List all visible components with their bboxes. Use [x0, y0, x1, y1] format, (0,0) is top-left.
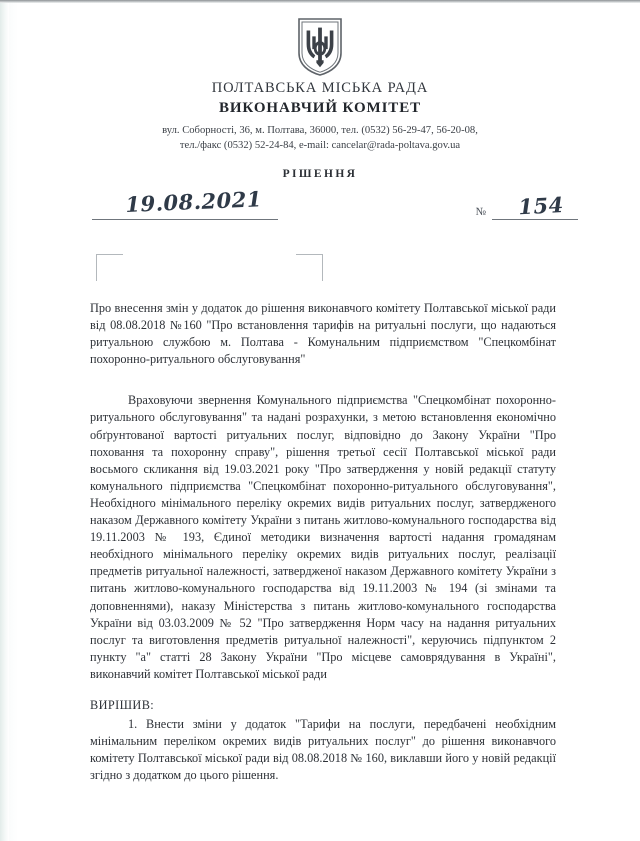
ukrainian-trident-coat-of-arms-icon [297, 17, 343, 77]
organization-subtitle: ВИКОНАВЧИЙ КОМІТЕТ [218, 100, 422, 116]
preamble-paragraph: Враховуючи звернення Комунального підприємства "Спецкомбінат похоронно-ритуального обслуговування" та надані розрахунки, з метою встановлення економічно обґрунтованої вартості ритуальних послуг, відповідно до Закону України "Про поховання та похоронну справу", рішення третьої сесії Полтавської міської ради восьмого скликання від 19.03.2021 року "Про затвердження у новій редакції статуту комунального підприємства "Спецкомбінат похоронно-ритуального обслуговування", Необхідного мінімального переліку окремих видів ритуальних послуг, затвердженого наказом Державного комітету України з питань житлово-комунального господарства від 19.11.2003 № 193, Єдиної методики визначення вартості надання громадянам необхідного мінімального переліку окремих видів ритуальних послуг, реалізації предметів ритуальної належності, затвердженої наказом Державного комітету України з питань житлово-комунального господарства від 19.11.2003 № 194 (зі змінами та доповненнями), наказу Міністерства з питань житлово-комунального господарства України від 03.03.2009 № 52 "Про затвердження Норм часу на надання ритуальних послуг та виготовлення предметів ритуальної належності", керуючись підпунктом 2 пункту "а" статті 28 Закону України "Про місцеве самоврядування в Україні", виконавчий комітет Полтавської міської ради [90, 393, 556, 681]
corner-bracket-right-icon [296, 254, 323, 281]
document-body [90, 300, 556, 784]
contact-address-line: вул. Соборності, 36, м. Полтава, 36000, тел. (0532) 56-29-47, 56-20-08, [162, 125, 478, 136]
document-kind-heading: РІШЕННЯ [282, 168, 358, 180]
corner-bracket-left-icon [96, 254, 123, 281]
subject-paragraph: Про внесення змін у додаток до рішення виконавчого комітету Полтавської міської ради від 08.08.2018 №160 "Про встановлення тарифів на ритуальні послуги, що надаються ритуальною службою м. Полтава - Комунальним підприємством "Спецкомбінат похоронно-ритуального обслуговування" [90, 301, 556, 367]
document-meta-row [92, 186, 578, 220]
resolve-heading: ВИРІШИВ: [90, 697, 155, 712]
scan-top-edge [0, 0, 640, 3]
number-label: № [475, 206, 486, 218]
resolution-item-1: 1. Внести зміни у додаток "Тарифи на послуги, передбачені необхідним мінімальним переліком окремих видів ритуальних послуг" до рішення виконавчого комітету Полтавської міської ради від 08.08.2018 № 160, виклавши його у новій редакції згідно з додатком до цього рішення. [90, 717, 556, 783]
contact-email-line: тел./факс (0532) 52-24-84, e-mail: cancelar@rada-poltava.gov.ua [179, 140, 461, 151]
date-underline [92, 219, 278, 220]
number-underline [492, 219, 578, 220]
emblem-container [0, 17, 640, 82]
document-number-handwritten: 154 [517, 192, 564, 220]
organization-name: ПОЛТАВСЬКА МІСЬКА РАДА [211, 80, 429, 96]
document-date-handwritten: 19.08.2021 [124, 186, 263, 217]
